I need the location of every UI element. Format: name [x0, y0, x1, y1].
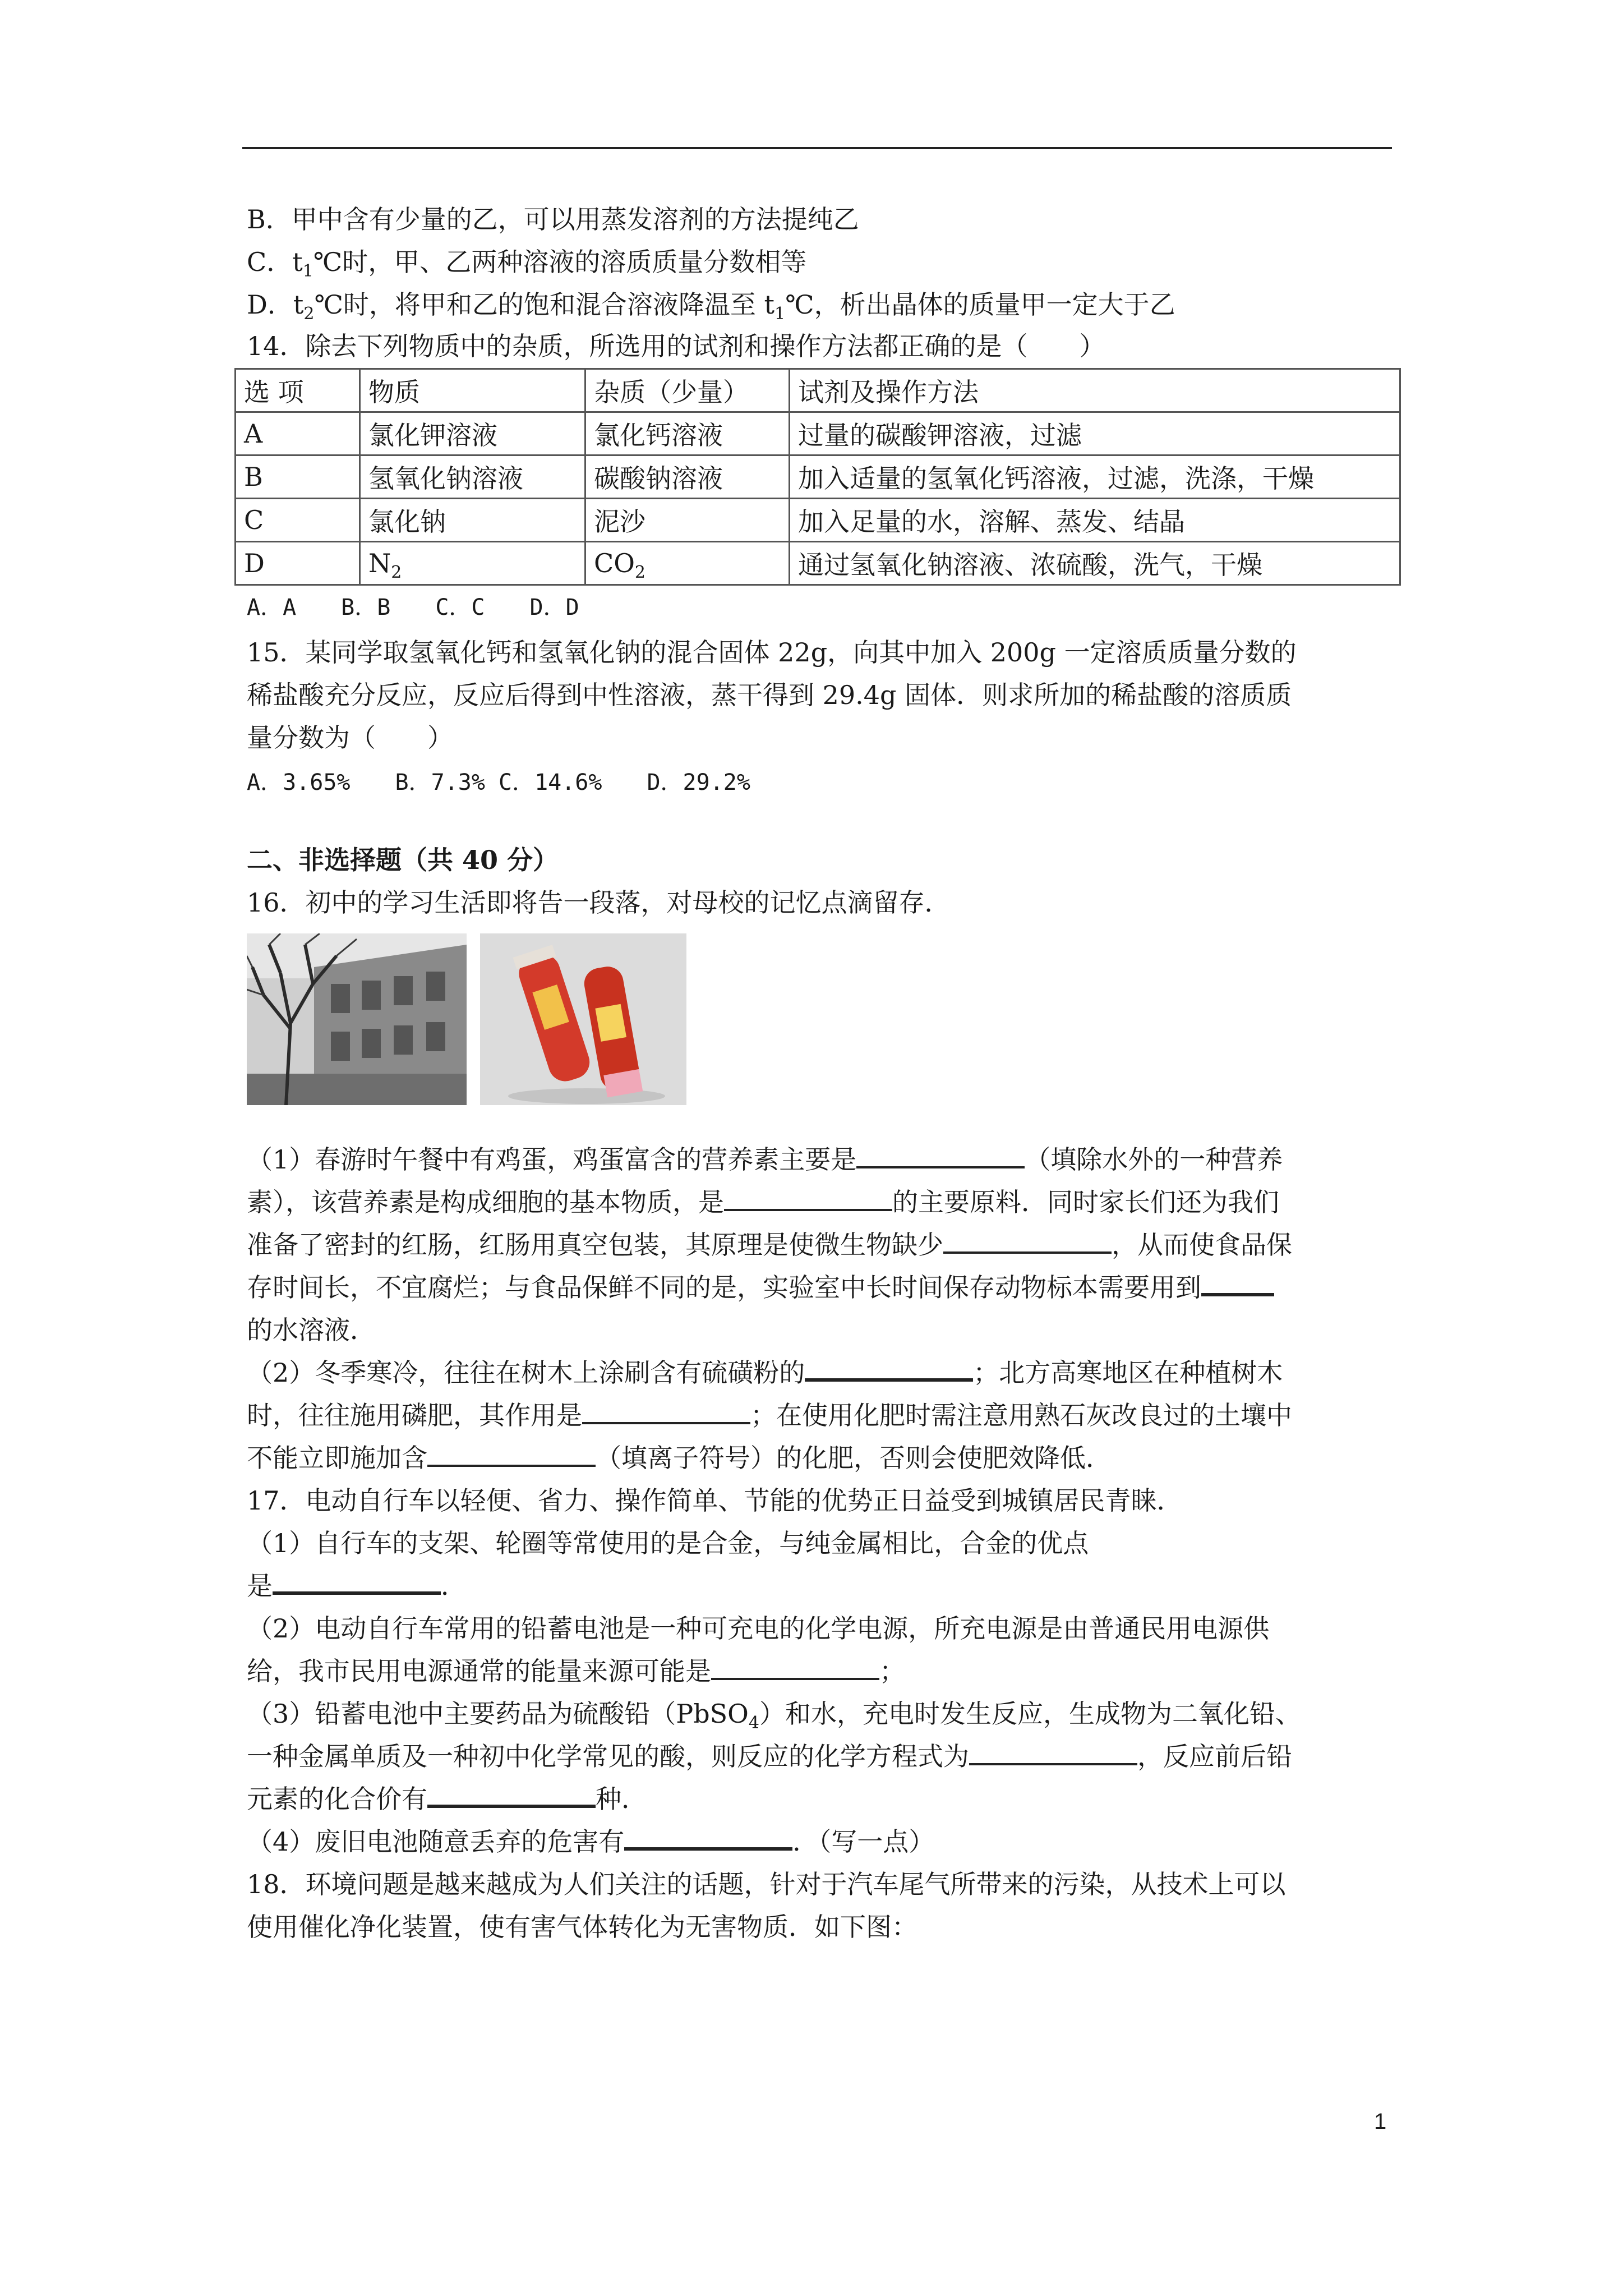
q14-stem-text: 14．除去下列物质中的杂质，所选用的试剂和操作方法都正确的是（ ）	[247, 331, 1105, 361]
q13-d-post: ℃，析出晶体的质量甲一定大于乙	[785, 289, 1175, 320]
q13-d-sub2: 1	[774, 304, 786, 324]
q13-option-d	[247, 283, 1402, 326]
q16-p1-l1b: （填除水外的一种营养	[1025, 1144, 1283, 1175]
q15-line1-text: 15．某同学取氢氧化钙和氢氧化钠的混合固体 22g，向其中加入 200g 一定溶质质量分数的	[247, 637, 1297, 668]
q17-p3-l2a: 一种金属单质及一种初中化学常见的酸，则反应的化学方程式为	[247, 1741, 969, 1772]
q17-p2-l1: （2）电动自行车常用的铅蓄电池是一种可充电的化学电源，所充电源是由普通民用电源供	[247, 1613, 1270, 1644]
q16-p1-l4: 存时间长，不宜腐烂；与食品保鲜不同的是，实验室中长时间保存动物标本需要用到	[247, 1272, 1201, 1303]
q17-p4	[247, 1820, 1402, 1864]
table-row	[236, 499, 1400, 542]
answer-blank[interactable]	[724, 1183, 892, 1211]
table-cell: 氢氧化钠溶液	[360, 455, 585, 499]
q16-p2-l2a: 时，往往施用磷肥，其作用是	[247, 1400, 582, 1430]
table-cell: 加入适量的氢氧化钙溶液，过滤，洗涤，干燥	[790, 455, 1400, 499]
table-header-cell: 杂质（少量）	[585, 369, 790, 412]
q13-option-b-text: B．甲中含有少量的乙，可以用蒸发溶剂的方法提纯乙	[247, 204, 859, 234]
q16-p1-l1a: （1）春游时午餐中有鸡蛋，鸡蛋富含的营养素主要是	[247, 1144, 857, 1175]
q15-line3-text: 量分数为（ ）	[247, 723, 453, 753]
table-cell: 氯化钾溶液	[360, 412, 585, 455]
answer-blank[interactable]	[1201, 1267, 1274, 1296]
q16-p2-line2	[247, 1393, 1402, 1437]
table-cell: 加入足量的水，溶解、蒸发、结晶	[790, 499, 1400, 542]
q16-p2-line3	[247, 1436, 1402, 1480]
q15-line3	[247, 716, 1402, 760]
co2-sub: 2	[634, 563, 646, 583]
answer-blank[interactable]	[427, 1439, 596, 1467]
q16-p2-l1b: ；北方高寒地区在种植树木	[973, 1358, 1283, 1388]
answer-blank[interactable]	[943, 1226, 1112, 1254]
answer-blank[interactable]	[856, 1140, 1025, 1168]
q13-option-c	[247, 240, 1402, 284]
table-header-cell: 物质	[360, 369, 585, 412]
q16-stem-text: 16．初中的学习生活即将告一段落，对母校的记忆点滴留存．	[247, 887, 951, 918]
q16-p2-l2b: ；在使用化肥时需注意用熟石灰改良过的土壤中	[750, 1400, 1292, 1430]
q15-line2-text: 稀盐酸充分反应，反应后得到中性溶液，蒸干得到 29.4g 固体．则求所加的稀盐酸的溶质质	[247, 680, 1292, 710]
q17-p3-line3	[247, 1777, 1402, 1821]
table-cell: 氯化钙溶液	[585, 412, 790, 455]
q16-p1-line1	[247, 1138, 1402, 1181]
q16-p2-l1a: （2）冬季寒冷，往往在树木上涂刷含有硫磺粉的	[247, 1358, 805, 1388]
q14-options-text: A．A B．B C．C D．D	[247, 595, 579, 620]
page-number: 1	[1374, 2109, 1387, 2134]
table-cell: 通过氢氧化钠溶液、浓硫酸，洗气，干燥	[790, 542, 1400, 585]
n2-base: N	[368, 548, 391, 578]
q18-line2	[247, 1905, 1402, 1949]
answer-blank[interactable]	[805, 1352, 973, 1382]
q17-p2-l2a: 给，我市民用电源通常的能量来源可能是	[247, 1656, 711, 1686]
q16-p1-l2b: 的主要原料．同时家长们还为我们	[892, 1187, 1279, 1217]
table-cell: 氯化钠	[360, 499, 585, 542]
q16-stem	[247, 881, 1402, 924]
q17-p1-l1: （1）自行车的支架、轮圈等常使用的是合金，与纯金属相比，合金的优点	[247, 1528, 1089, 1558]
table-cell: B	[236, 455, 360, 499]
q18-line2-text: 使用催化净化装置，使有害气体转化为无害物质．如下图：	[247, 1912, 917, 1942]
co2-base: CO	[594, 548, 635, 578]
q17-p1-line1	[247, 1521, 1402, 1565]
table-cell: C	[236, 499, 360, 542]
table-row	[236, 412, 1400, 455]
q17-p3-line1	[247, 1692, 1402, 1736]
q14-options	[247, 586, 1402, 629]
q17-stem	[247, 1479, 1402, 1522]
q16-p2-l3b: （填离子符号）的化肥，否则会使肥效降低．	[596, 1443, 1112, 1473]
q18-line1	[247, 1862, 1402, 1906]
table-cell	[585, 542, 790, 585]
answer-blank[interactable]	[624, 1821, 792, 1851]
q17-p3-l1b: ）和水，充电时发生反应，生成物为二氧化铅、	[759, 1699, 1301, 1729]
section-heading-text: 二、非选择题（共 40 分）	[247, 845, 559, 875]
q13-d-mid: ℃时，将甲和乙的饱和混合溶液降温至 t	[314, 289, 775, 320]
q16-p1-line2	[247, 1180, 1402, 1224]
q17-p2-line1	[247, 1607, 1402, 1650]
q16-p1-l3b: ，从而使食品保	[1112, 1230, 1292, 1260]
answer-blank[interactable]	[711, 1652, 879, 1680]
table-header-row	[236, 369, 1400, 412]
q15-line1	[247, 631, 1402, 674]
q13-option-b	[247, 197, 1402, 241]
q17-p3-l3b: 种．	[596, 1784, 647, 1814]
table-cell: A	[236, 412, 360, 455]
red-sausage-photo	[480, 933, 686, 1105]
q13-c-post: ℃时，甲、乙两种溶液的溶质质量分数相等	[313, 247, 807, 277]
q16-p1-line5	[247, 1308, 1402, 1352]
table-cell: 过量的碳酸钾溶液，过滤	[790, 412, 1400, 455]
q14-stem	[247, 324, 1402, 368]
table-cell: 碳酸钠溶液	[585, 455, 790, 499]
q16-p1-line3	[247, 1223, 1402, 1267]
q16-p2-line1	[247, 1351, 1402, 1395]
q17-p1-l2b: ．	[441, 1571, 467, 1601]
q17-stem-text: 17．电动自行车以轻便、省力、操作简单、节能的优势正日益受到城镇居民青睐．	[247, 1485, 1183, 1516]
q17-p1-l2a: 是	[247, 1571, 273, 1601]
q17-p4-a: （4）废旧电池随意丢弃的危害有	[247, 1826, 625, 1857]
q16-p1-l2a: 素），该营养素是构成细胞的基本物质，是	[247, 1187, 724, 1217]
q18-line1-text: 18．环境问题是越来越成为人们关注的话题，针对于汽车尾气所带来的污染，从技术上可以	[247, 1869, 1286, 1899]
q13-c-pre: C．t	[247, 247, 303, 277]
q16-p1-line4	[247, 1266, 1402, 1309]
table-header-cell: 选 项	[236, 369, 360, 412]
q16-p1-l5: 的水溶液．	[247, 1315, 376, 1345]
q14-table	[234, 368, 1401, 586]
answer-blank[interactable]	[427, 1779, 596, 1808]
answer-blank[interactable]	[969, 1737, 1137, 1765]
school-building-photo	[247, 933, 467, 1105]
header-rule	[242, 147, 1392, 149]
q17-p3-l3a: 元素的化合价有	[247, 1784, 427, 1814]
q17-p4-b: ．（写一点）	[792, 1826, 935, 1857]
q16-p1-l3a: 准备了密封的红肠，红肠用真空包装，其原理是使微生物缺少	[247, 1230, 943, 1260]
n2-sub: 2	[391, 563, 402, 583]
table-cell	[360, 542, 585, 585]
table-header-cell: 试剂及操作方法	[790, 369, 1400, 412]
q15-line2	[247, 673, 1402, 717]
q17-p1-line2	[247, 1564, 1402, 1608]
pbso4-sub: 4	[748, 1713, 759, 1733]
q17-p2-l2b: ；	[879, 1656, 905, 1686]
table-cell: D	[236, 542, 360, 585]
q16-p2-l3a: 不能立即施加含	[247, 1443, 427, 1473]
table-cell: 泥沙	[585, 499, 790, 542]
q13-d-pre: D．t	[247, 289, 304, 320]
q13-c-sub: 1	[302, 261, 313, 282]
q15-options-text: A．3.65% B．7.3% C．14.6% D．29.2%	[247, 770, 750, 795]
q17-p3-l1a: （3）铅蓄电池中主要药品为硫酸铅（PbSO	[247, 1699, 749, 1729]
answer-blank[interactable]	[273, 1566, 441, 1595]
table-row	[236, 542, 1400, 585]
table-row	[236, 455, 1400, 499]
answer-blank[interactable]	[582, 1396, 750, 1424]
section-heading	[247, 838, 1402, 882]
q13-d-sub1: 2	[303, 304, 315, 324]
q15-options	[247, 761, 1402, 804]
q17-p3-l2b: ，反应前后铅	[1137, 1741, 1292, 1772]
q17-p3-line2	[247, 1734, 1402, 1778]
q17-p2-line2	[247, 1649, 1402, 1693]
